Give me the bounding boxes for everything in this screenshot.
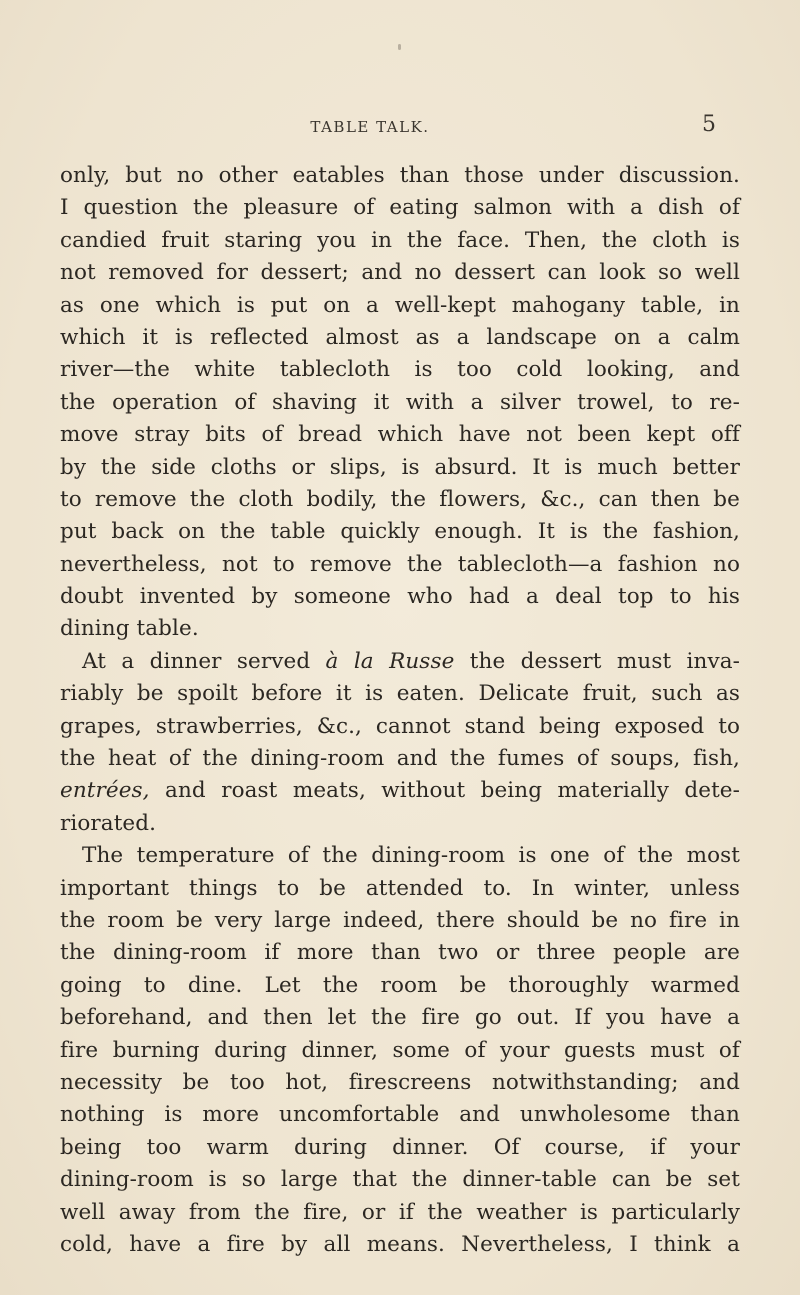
text-line: nevertheless, not to remove the tablecloth—a fashion no xyxy=(60,551,740,577)
text-line: I question the pleasure of eating salmon with a dish of xyxy=(60,195,740,221)
text-line: the room be very large indeed, there should be no fire in xyxy=(60,907,740,933)
text-line: candied fruit staring you in the face. Then, the cloth is xyxy=(60,227,740,253)
running-head: TABLE TALK. xyxy=(310,118,430,136)
text-line: well away from the fire, or if the weather is particularly xyxy=(60,1199,740,1225)
text-line: put back on the table quickly enough. It is the fashion, xyxy=(60,519,740,545)
text-line: doubt invented by someone who had a deal top to his xyxy=(60,584,740,610)
line-head: At a dinner served xyxy=(82,648,311,674)
text-line xyxy=(60,775,740,807)
paragraph-last-line: riorated. xyxy=(60,810,157,836)
text-line: the heat of the dining-room and the fumes of soups, fish, xyxy=(60,746,740,772)
italic-word: entrées, xyxy=(60,778,150,804)
italic-phrase: à la Russe xyxy=(325,648,455,674)
text-line: by the side cloths or slips, is absurd. It is much better xyxy=(60,454,740,480)
text-line: going to dine. Let the room be thoroughly warmed xyxy=(60,972,740,998)
text-line: as one which is put on a well-kept mahogany table, in xyxy=(60,292,740,318)
text-line: being too warm during dinner. Of course, if your xyxy=(60,1134,740,1160)
text-line: necessity be too hot, firescreens notwithstanding; and xyxy=(60,1069,740,1095)
line-tail: and roast meats, without being materially dete- xyxy=(165,778,740,804)
text-line: riably be spoilt before it is eaten. Delicate fruit, such as xyxy=(60,681,740,707)
page-header xyxy=(60,112,716,142)
text-line: which it is reflected almost as a landscape on a calm xyxy=(60,324,740,350)
text-line: river—the white tablecloth is too cold looking, and xyxy=(60,357,740,383)
text-line: cold, have a fire by all means. Nevertheless, I think a xyxy=(60,1231,740,1257)
text-line: not removed for dessert; and no dessert can look so well xyxy=(60,260,740,286)
text-line: the operation of shaving it with a silver trowel, to re- xyxy=(60,389,740,415)
paragraph-last-line: dining table. xyxy=(60,616,199,642)
body-text xyxy=(60,160,740,1261)
text-line: dining-room is so large that the dinner-table can be set xyxy=(60,1167,740,1193)
text-line: grapes, strawberries, &c., cannot stand being exposed to xyxy=(60,713,740,739)
text-line: important things to be attended to. In winter, unless xyxy=(60,875,740,901)
text-line: nothing is more uncomfortable and unwholesome than xyxy=(60,1102,740,1128)
text-line: move stray bits of bread which have not been kept off xyxy=(60,422,740,448)
paragraph-first-line xyxy=(60,646,740,678)
ink-speck xyxy=(398,44,401,50)
page-number: 5 xyxy=(702,112,716,137)
line-tail: the dessert must inva- xyxy=(469,648,740,674)
text-line: fire burning during dinner, some of your guests must of xyxy=(60,1037,740,1063)
text-line: only, but no other eatables than those under discussion. xyxy=(60,163,740,188)
paragraph-first-line: The temperature of the dining-room is one of the most xyxy=(82,843,740,869)
text-line: the dining-room if more than two or three people are xyxy=(60,940,740,966)
text-line: beforehand, and then let the fire go out. If you have a xyxy=(60,1005,740,1031)
text-line: to remove the cloth bodily, the flowers, &c., can then be xyxy=(60,486,740,512)
